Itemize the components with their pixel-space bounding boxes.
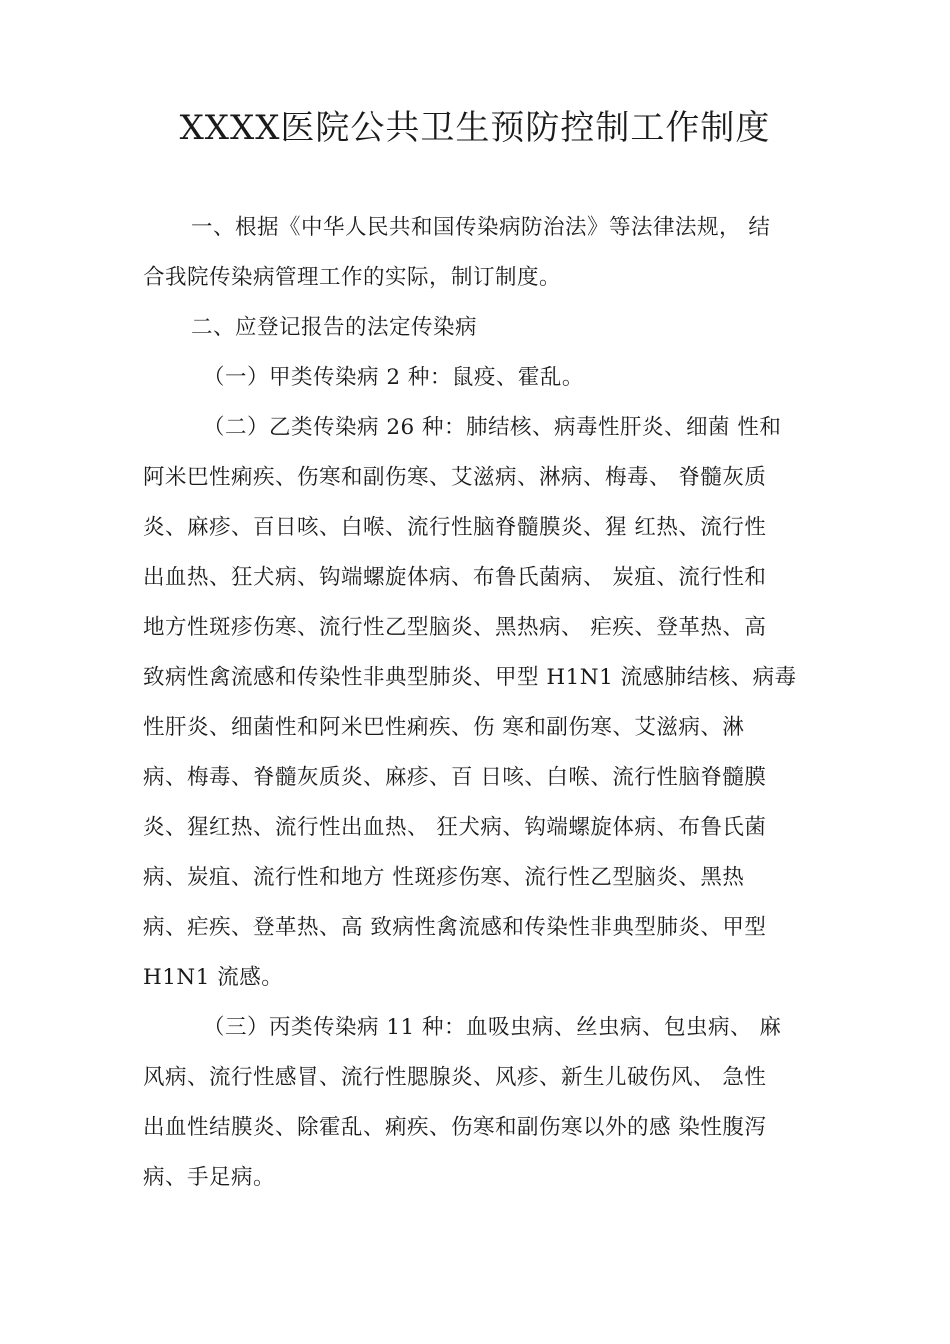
text-line: 性肝炎、细菌性和阿米巴性痢疾、伤 寒和副伤寒、艾滋病、淋 xyxy=(143,715,745,740)
paragraph-1 xyxy=(143,203,823,303)
text-line: 病、梅毒、脊髓灰质炎、麻疹、百 日咳、白喉、流行性脑脊髓膜 xyxy=(143,765,767,790)
text-line: （二）乙类传染病 26 种：肺结核、病毒性肝炎、细菌 性和 xyxy=(203,415,782,440)
text-line: 风病、流行性感冒、流行性腮腺炎、风疹、新生儿破伤风、 急性 xyxy=(143,1065,767,1090)
text-line: 一、根据《中华人民共和国传染病防治法》等法律法规， 结 xyxy=(191,215,771,240)
text-line: 病、手足病。 xyxy=(143,1165,276,1190)
text-line: 二、应登记报告的法定传染病 xyxy=(191,315,478,340)
text-line: 出血热、狂犬病、钩端螺旋体病、布鲁氏菌病、 炭疽、流行性和 xyxy=(143,565,767,590)
paragraph-4 xyxy=(143,403,823,1003)
text-line: 炎、麻疹、百日咳、白喉、流行性脑脊髓膜炎、猩 红热、流行性 xyxy=(143,515,767,540)
paragraph-2 xyxy=(143,303,823,353)
paragraph-3 xyxy=(143,353,823,403)
text-line: 炎、猩红热、流行性出血热、 狂犬病、钩端螺旋体病、布鲁氏菌 xyxy=(143,815,767,840)
text-line: （一）甲类传染病 2 种：鼠疫、霍乱。 xyxy=(203,365,584,390)
text-line: 病、疟疾、登革热、高 致病性禽流感和传染性非典型肺炎、甲型 xyxy=(143,915,767,940)
text-line: H1N1 流感。 xyxy=(143,965,284,990)
document-title: XXXX医院公共卫生预防控制工作制度 xyxy=(179,108,771,148)
text-line: 阿米巴性痢疾、伤寒和副伤寒、艾滋病、淋病、梅毒、 脊髓灰质 xyxy=(143,465,767,490)
text-line: 致病性禽流感和传染性非典型肺炎、甲型 H1N1 流感肺结核、病毒 xyxy=(143,665,797,690)
text-line: （三）丙类传染病 11 种：血吸虫病、丝虫病、包虫病、 麻 xyxy=(203,1015,782,1040)
text-line: 出血性结膜炎、除霍乱、痢疾、伤寒和副伤寒以外的感 染性腹泻 xyxy=(143,1115,767,1140)
paragraph-5 xyxy=(143,1003,823,1203)
text-line: 病、炭疽、流行性和地方 性斑疹伤寒、流行性乙型脑炎、黑热 xyxy=(143,865,745,890)
text-line: 合我院传染病管理工作的实际，制订制度。 xyxy=(143,265,562,290)
text-line: 地方性斑疹伤寒、流行性乙型脑炎、黑热病、 疟疾、登革热、高 xyxy=(143,615,767,640)
document-body xyxy=(143,203,823,1203)
